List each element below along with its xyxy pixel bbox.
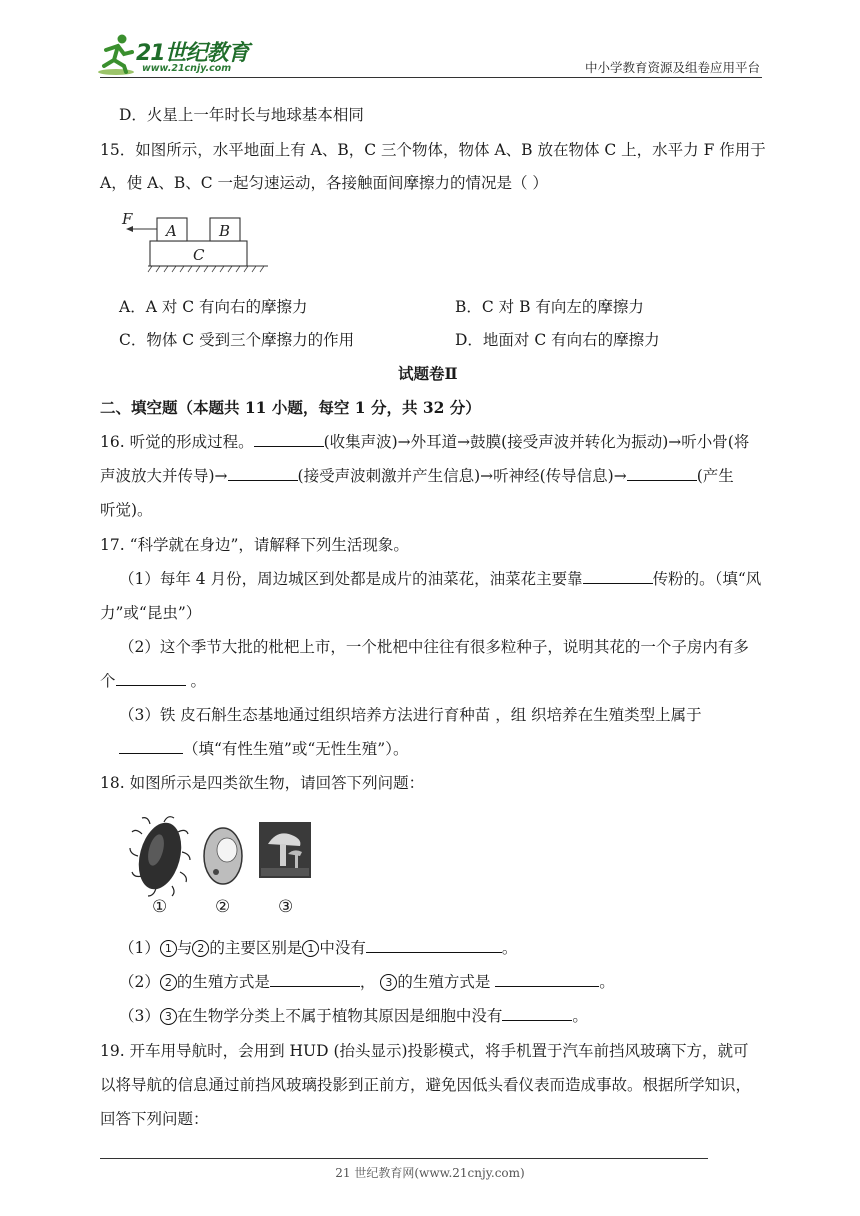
q15-option-a: A．A 对 C 有向右的摩擦力 bbox=[119, 298, 308, 316]
q17-p2-text-c: 。 bbox=[185, 672, 206, 690]
q18-p2-text-b: 的生殖方式是 bbox=[176, 973, 270, 991]
q17-p1-text-a: （1）每年 4 月份，周边城区到处都是成片的油菜花，油菜花主要靠 bbox=[119, 570, 583, 588]
logo-text: 21世纪教育 bbox=[136, 41, 249, 66]
q18-figure bbox=[128, 814, 328, 918]
q16-blank-3[interactable] bbox=[627, 466, 697, 481]
q18-blank-2[interactable] bbox=[270, 972, 360, 987]
q16-line3: 听觉)。 bbox=[100, 501, 153, 519]
bacterium-image bbox=[130, 817, 190, 896]
q18-p1-text-a: （1） bbox=[119, 939, 160, 957]
q18-p3-text-a: （3） bbox=[119, 1007, 160, 1025]
circled-1: 1 bbox=[302, 940, 319, 957]
q16-text-a: 16. 听觉的形成过程。 bbox=[100, 433, 254, 451]
q19-line3: 回答下列问题： bbox=[100, 1110, 209, 1128]
circled-2: 2 bbox=[160, 974, 177, 991]
q15-option-b: B．C 对 B 有向左的摩擦力 bbox=[455, 298, 644, 316]
section-title: 二、填空题（本题共 11 小题，每空 1 分，共 32 分） bbox=[100, 398, 481, 417]
q18-p3 bbox=[119, 1006, 588, 1026]
circled-3: 3 bbox=[160, 1008, 177, 1025]
q18-stem: 18. 如图所示是四类欲生物，请回答下列问题： bbox=[100, 774, 425, 792]
q18-blank-1[interactable] bbox=[366, 938, 502, 953]
q14-option-d: D．火星上一年时长与地球基本相同 bbox=[119, 106, 364, 124]
q16-blank-2[interactable] bbox=[228, 466, 298, 481]
logo-url: www.21cnjy.com bbox=[142, 63, 232, 74]
q19-line1: 19. 开车用导航时，会用到 HUD (抬头显示)投影模式，将手机置于汽车前挡风玻璃下方，就可 bbox=[100, 1042, 749, 1060]
mushroom-image bbox=[259, 822, 311, 878]
label-a: A bbox=[166, 222, 177, 240]
q16-text-d: (接受声波刺激并产生信息)→听神经(传导信息)→ bbox=[297, 467, 627, 485]
label-b: B bbox=[219, 222, 231, 240]
footer-rule bbox=[100, 1158, 708, 1159]
q18-p1-text-c: 的主要区别是 bbox=[209, 939, 303, 957]
q16-line2 bbox=[100, 466, 734, 486]
q18-p1-text-b: 与 bbox=[176, 939, 193, 957]
q16-text-c: 声波放大并传导)→ bbox=[100, 467, 228, 485]
q18-p1-text-e: 。 bbox=[501, 939, 518, 957]
fig-label-3: ③ bbox=[278, 897, 294, 917]
q16-blank-1[interactable] bbox=[254, 432, 324, 447]
circled-1: 1 bbox=[160, 940, 177, 957]
q16-line1 bbox=[100, 432, 749, 452]
footer-text[interactable]: 21 世纪教育网(www.21cnjy.com) bbox=[335, 1166, 525, 1180]
q17-blank-2[interactable] bbox=[116, 671, 186, 686]
q18-p2-text-d: 的生殖方式是 bbox=[397, 973, 496, 991]
q17-blank-3[interactable] bbox=[119, 739, 183, 754]
q18-p2 bbox=[119, 972, 615, 992]
q16-text-b: (收集声波)→外耳道→鼓膜(接受声波并转化为振动)→听小骨(将 bbox=[323, 433, 750, 451]
q15-option-c: C．物体 C 受到三个摩擦力的作用 bbox=[119, 331, 355, 349]
label-c: C bbox=[193, 246, 205, 264]
q17-p2: （2）这个季节大批的枇杷上市，一个枇杷中往往有很多粒种子，说明其花的一个子房内有多 bbox=[119, 638, 749, 656]
q18-p2-text-c: ， bbox=[359, 973, 381, 991]
runner-logo-icon bbox=[96, 32, 136, 76]
part2-title: 试题卷Ⅱ bbox=[398, 364, 458, 383]
q18-p3-text-b: 在生物学分类上不属于植物其原因是细胞中没有 bbox=[176, 1007, 503, 1025]
q17-p1-text-b: 传粉的。（填“风 bbox=[652, 570, 762, 588]
q19-line2: 以将导航的信息通过前挡风玻璃投影到正前方，避免因低头看仪表而造成事故。根据所学知识， bbox=[100, 1076, 752, 1094]
q17-p3: （3）铁 皮石斛生态基地通过组织培养方法进行育种苗 ，组 织培养在生殖类型上属于 bbox=[119, 706, 702, 724]
q15-figure bbox=[118, 208, 274, 278]
platform-name: 中小学教育资源及组卷应用平台 bbox=[584, 60, 760, 75]
q17-p1 bbox=[119, 569, 761, 589]
q17-stem: 17. “科学就在身边”，请解释下列生活现象。 bbox=[100, 536, 409, 554]
circled-3: 3 bbox=[380, 974, 397, 991]
header-logo bbox=[96, 32, 256, 76]
fig-label-2: ② bbox=[215, 897, 231, 917]
q17-p1-cont: 力”或“昆虫”） bbox=[100, 604, 202, 622]
yeast-image bbox=[204, 828, 242, 884]
header-rule bbox=[100, 77, 762, 78]
q18-p2-text-a: （2） bbox=[119, 973, 160, 991]
q17-p2-cont bbox=[100, 671, 206, 691]
q17-p2-text-b: 个 bbox=[100, 672, 116, 690]
q18-p1-text-d: 中没有 bbox=[319, 939, 366, 957]
q18-p2-text-e: 。 bbox=[599, 973, 615, 991]
label-f: F bbox=[122, 210, 133, 228]
q18-p1 bbox=[119, 938, 517, 958]
q17-p3-cont bbox=[119, 739, 408, 759]
q17-p3-text-b: （填“有性生殖”或“无性生殖”）。 bbox=[183, 740, 409, 758]
q18-p3-text-c: 。 bbox=[572, 1007, 588, 1025]
q15-stem-line1: 15．如图所示，水平地面上有 A、B，C 三个物体，物体 A、B 放在物体 C 上，水平力 F 作用于 bbox=[100, 141, 766, 159]
q16-text-e: (产生 bbox=[696, 467, 734, 485]
q15-stem-line2: A，使 A、B、C 一起匀速运动，各接触面间摩擦力的情况是（ ） bbox=[100, 174, 548, 192]
q17-blank-1[interactable] bbox=[583, 569, 653, 584]
q15-option-d: D．地面对 C 有向右的摩擦力 bbox=[455, 331, 660, 349]
circled-2: 2 bbox=[192, 940, 209, 957]
q18-blank-4[interactable] bbox=[502, 1006, 572, 1021]
q18-blank-3[interactable] bbox=[495, 972, 599, 987]
fig-label-1: ① bbox=[152, 897, 168, 917]
